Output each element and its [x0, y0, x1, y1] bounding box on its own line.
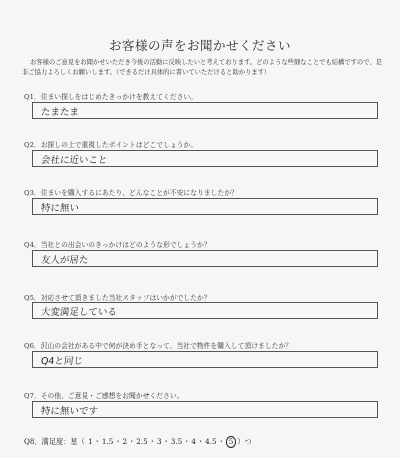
rating-option: 4.5: [205, 437, 217, 446]
answer-box-4: [32, 250, 378, 267]
question-3: Q3．住まいを購入するにあたり、どんなことが不安になりましたか？: [24, 189, 238, 197]
answer-2: 会社に近いこと: [40, 155, 108, 166]
rating-option: 3.5: [170, 437, 183, 446]
question-6: Q6．沢山の会社がある中で何が決め手となって、当社で物件を購入して頂けましたか？: [24, 342, 293, 350]
rating-option: 4: [191, 437, 196, 446]
answer-3: 特に無い: [40, 203, 80, 214]
answer-1: たまたま: [40, 107, 80, 118]
satisfaction-label: Q8．満足度：星: [24, 437, 78, 446]
bracket-close-unit: ）つ: [237, 437, 252, 446]
rating-option: 1.5: [101, 437, 114, 446]
answer-box-5: [32, 302, 378, 319]
rating-option: 1: [88, 437, 93, 446]
bracket-open: （: [77, 437, 85, 446]
answer-box-3: [32, 198, 378, 215]
answer-box-6: [32, 351, 378, 368]
question-4: Q4．当社との出会いのきっかけはどのような形でしょうか？: [24, 241, 211, 249]
question-5: Q5．対応させて頂きました当社スタッフはいかがでしたか？: [24, 294, 211, 302]
answer-6: Q4と同じ: [40, 356, 84, 367]
rating-option-selected: 5: [226, 436, 237, 448]
answer-box-7: [32, 401, 378, 418]
answer-4: 友人が居た: [40, 255, 89, 266]
question-2: Q2．お探しの上で重視したポイントはどこでしょうか。: [24, 141, 198, 149]
rating-option: 2: [122, 437, 128, 446]
page-title: お客様の声をお聞かせください: [108, 38, 291, 53]
answer-7: 特に無いです: [40, 406, 99, 417]
answer-box-2: [32, 150, 378, 167]
question-7: Q7．その他、ご意見・ご感想をお聞かせください。: [24, 392, 184, 400]
satisfaction-row: Q8．満足度：星（ 1・1.5・2・2.5・3・3.5・4・4.5・ 5 ）つ: [24, 437, 252, 446]
intro-text: お客様のご意見をお聞かせいただき今後の活動に反映したいと考えております。どのような些細なことでも結構ですので、是非ご協力よろしくお願いします。（できるだけ具体的に書いていただけると助かります）: [22, 59, 382, 76]
question-1: Q1．住まい探しをはじめたきっかけを教えてください。: [24, 93, 198, 101]
rating-option: 2.5: [136, 437, 148, 446]
answer-box-1: [32, 102, 378, 119]
answer-5: 大変満足している: [40, 307, 118, 318]
rating-option: 3: [156, 437, 162, 446]
